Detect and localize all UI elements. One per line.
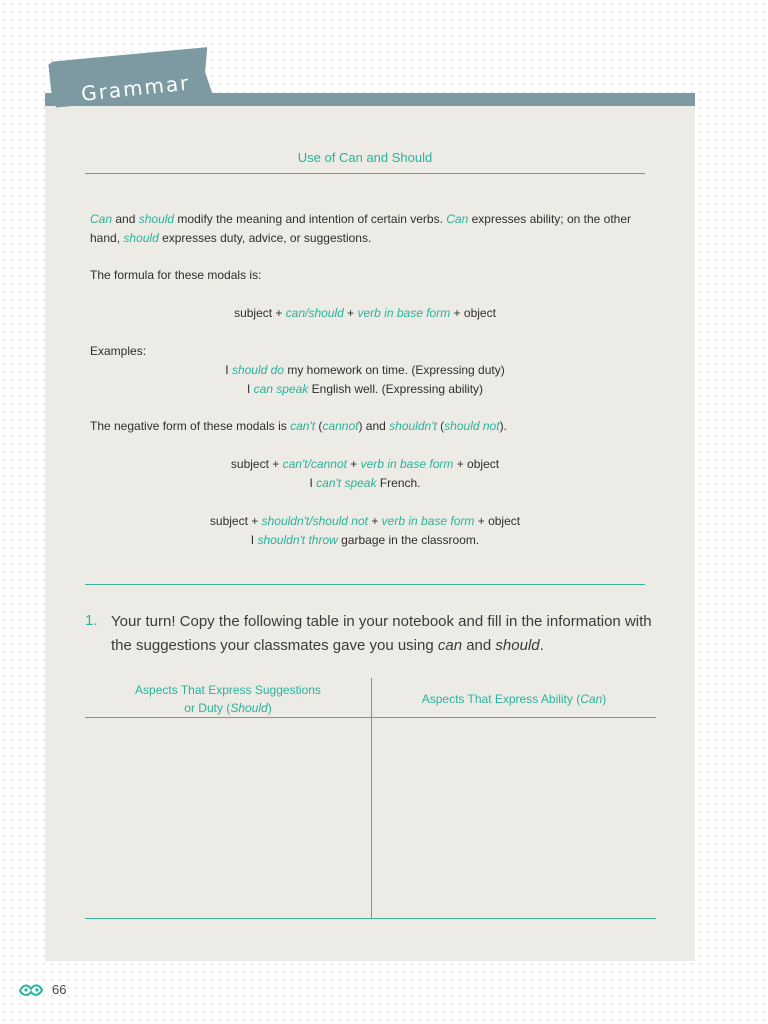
table-bottom-rule [85, 918, 656, 919]
task-number: 1. [85, 612, 98, 629]
table-header-suggestions: Aspects That Express Suggestions or Duty (Should) [135, 683, 321, 715]
negative-example-can: I can't speak French. [309, 476, 421, 490]
negative-formula-can: subject + can't/cannot + verb in base form + object [230, 457, 500, 471]
example-duty: I should do my homework on time. (Expressing duty) [225, 363, 505, 377]
book-series-icon [18, 981, 46, 999]
example-ability: I can speak English well. (Expressing ability) [246, 382, 484, 396]
intro-paragraph: Can and should modify the meaning and intention of certain verbs. Can expresses ability; on the other hand, should expresses duty, advice, or suggestions. [90, 212, 632, 245]
page-number: 66 [52, 982, 67, 997]
title-divider [85, 173, 645, 174]
table-column-divider [371, 678, 372, 919]
table-header-ability: Aspects That Express Ability (Can) [421, 692, 607, 706]
formula: subject + can/should + verb in base form + object [234, 306, 496, 320]
negative-example-should: I shouldn't throw garbage in the classroom. [250, 533, 480, 547]
task-instructions: Your turn! Copy the following table in your notebook and fill in the information with the suggestions your classmates gave you using can and should. [111, 613, 652, 654]
examples-label: Examples: [90, 344, 147, 358]
section-divider [85, 584, 645, 585]
negative-form-paragraph: The negative form of these modals is can't (cannot) and shouldn't (should not). [90, 419, 507, 433]
section-tab-label: Grammar [80, 70, 192, 106]
formula-intro: The formula for these modals is: [90, 268, 262, 282]
section-title: Use of Can and Should [297, 150, 433, 165]
negative-formula-should: subject + shouldn't/should not + verb in base form + object [209, 514, 521, 528]
table-header-rule [85, 717, 656, 718]
